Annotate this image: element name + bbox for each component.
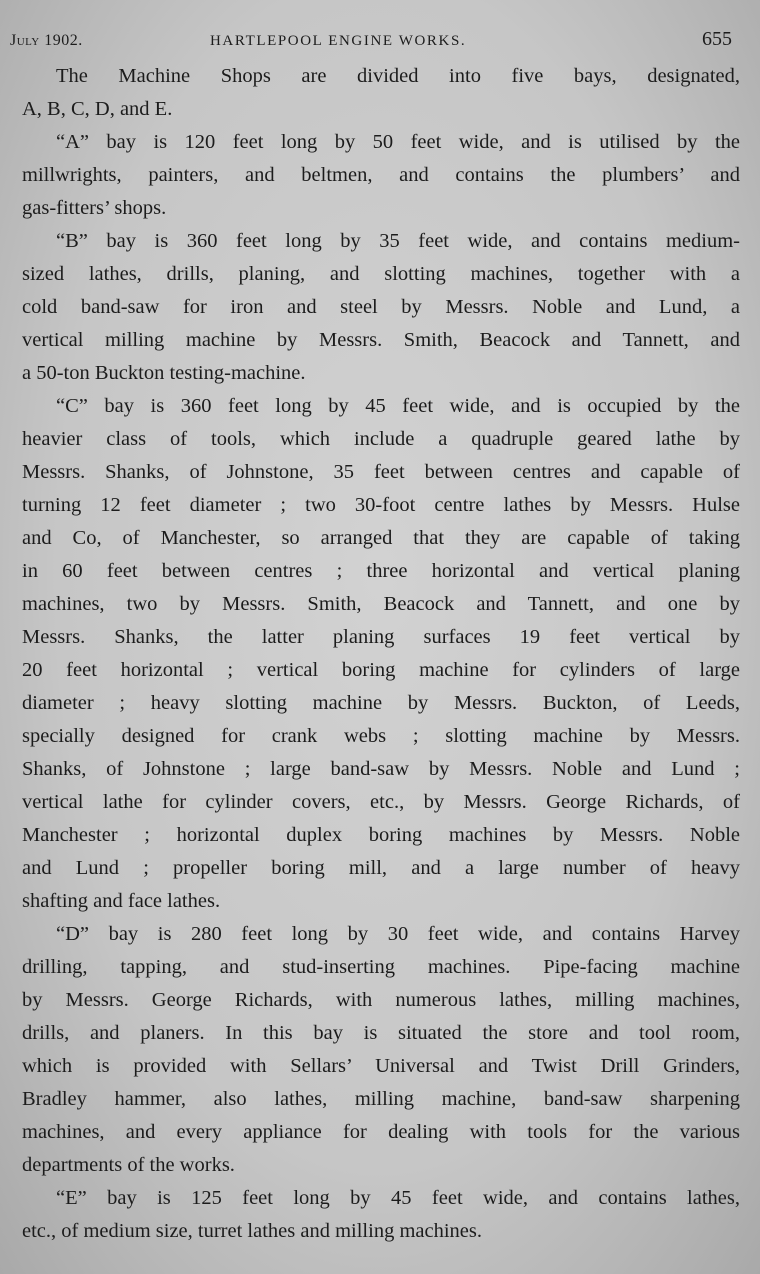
text-line: Messrs. Shanks, of Johnstone, 35 feet between centres and capable of [22,461,740,483]
text-line: turning 12 feet diameter ; two 30-foot centre lathes by Messrs. Hulse [22,494,740,516]
text-line: drills, and planers. In this bay is situated the store and tool room, [22,1022,740,1044]
text-line: sized lathes, drills, planing, and slotting machines, together with a [22,263,740,285]
text-line: etc., of medium size, turret lathes and milling machines. [22,1220,482,1242]
text-line: by Messrs. George Richards, with numerous lathes, milling machines, [22,989,740,1011]
text-line: departments of the works. [22,1154,235,1176]
text-line: 20 feet horizontal ; vertical boring machine for cylinders of large [22,659,740,681]
text-line: “D” bay is 280 feet long by 30 feet wide, and contains Harvey [56,923,740,945]
text-line: “E” bay is 125 feet long by 45 feet wide, and contains lathes, [56,1187,740,1209]
text-line: millwrights, painters, and beltmen, and contains the plumbers’ and [22,164,740,186]
text-line: in 60 feet between centres ; three horizontal and vertical planing [22,560,740,582]
text-line: The Machine Shops are divided into five bays, designated, [56,65,740,87]
text-line: machines, two by Messrs. Smith, Beacock and Tannett, and one by [22,593,740,615]
header-title: HARTLEPOOL ENGINE WORKS. [210,33,467,49]
text-line: and Lund ; propeller boring mill, and a large number of heavy [22,857,740,879]
text-line: “A” bay is 120 feet long by 50 feet wide, and is utilised by the [56,131,740,153]
body-text [22,61,740,1249]
running-header [10,28,732,54]
text-line: gas-fitters’ shops. [22,197,167,219]
text-line: and Co, of Manchester, so arranged that they are capable of taking [22,527,740,549]
text-line: “C” bay is 360 feet long by 45 feet wide, and is occupied by the [56,395,740,417]
text-line: vertical milling machine by Messrs. Smith, Beacock and Tannett, and [22,329,740,351]
text-line: heavier class of tools, which include a quadruple geared lathe by [22,428,740,450]
text-line: vertical lathe for cylinder covers, etc., by Messrs. George Richards, of [22,791,740,813]
text-line: shafting and face lathes. [22,890,221,912]
page-number: 655 [702,28,732,50]
header-date: July 1902. [10,32,83,49]
text-line: Bradley hammer, also lathes, milling machine, band-saw sharpening [22,1088,740,1110]
text-line: which is provided with Sellars’ Universal and Twist Drill Grinders, [22,1055,740,1077]
text-line: Messrs. Shanks, the latter planing surfaces 19 feet vertical by [22,626,740,648]
text-line: specially designed for crank webs ; slotting machine by Messrs. [22,725,740,747]
text-line: a 50-ton Buckton testing-machine. [22,362,306,384]
text-line: diameter ; heavy slotting machine by Messrs. Buckton, of Leeds, [22,692,740,714]
text-line: Manchester ; horizontal duplex boring machines by Messrs. Noble [22,824,740,846]
text-line: cold band-saw for iron and steel by Messrs. Noble and Lund, a [22,296,740,318]
text-line: machines, and every appliance for dealing with tools for the various [22,1121,740,1143]
text-line: Shanks, of Johnstone ; large band-saw by Messrs. Noble and Lund ; [22,758,740,780]
text-line: A, B, C, D, and E. [22,98,173,120]
text-line: drilling, tapping, and stud-inserting machines. Pipe-facing machine [22,956,740,978]
text-line: “B” bay is 360 feet long by 35 feet wide, and contains medium- [56,230,740,252]
